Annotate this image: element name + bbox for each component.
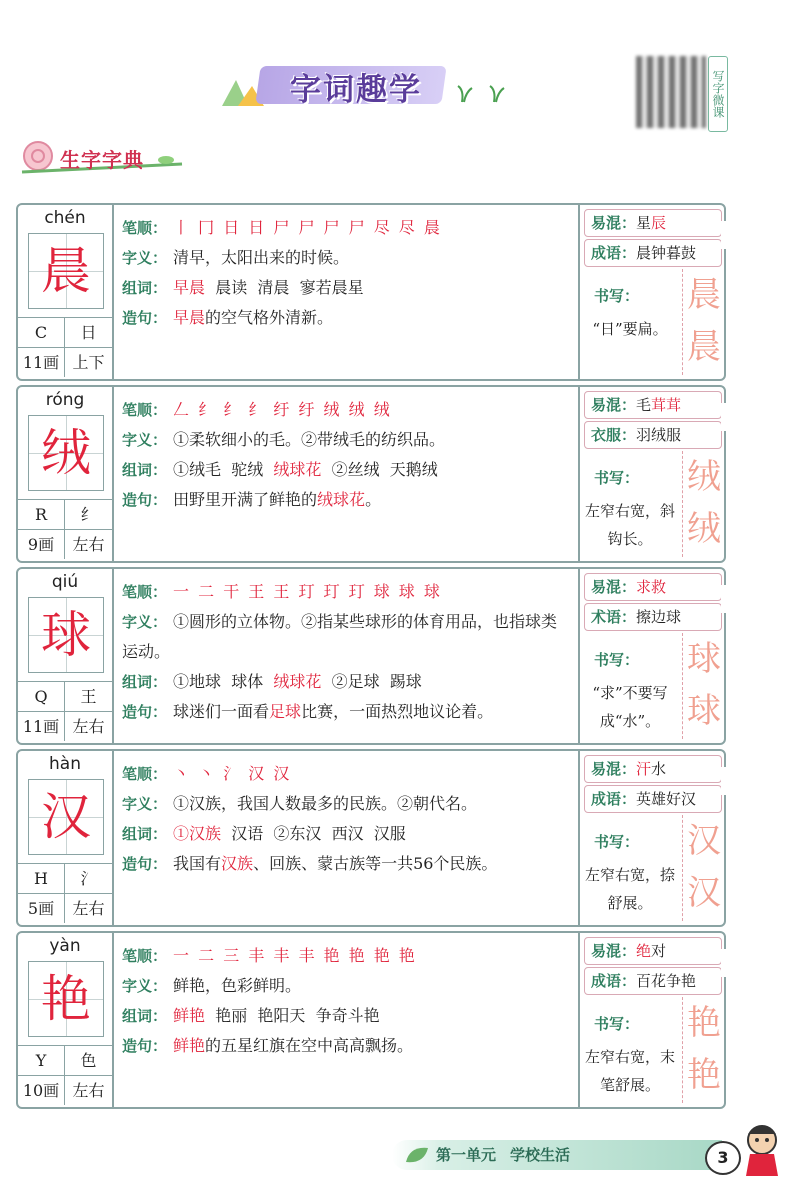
confusable-value: 毛 — [636, 396, 652, 414]
radical-initial: Q — [18, 682, 65, 711]
term-value: 擦边球 — [636, 608, 682, 626]
leaf-icon — [404, 1144, 430, 1166]
confusable-red: 茸茸 — [651, 396, 682, 414]
radical: 王 — [80, 687, 97, 706]
trace-char: 绒 — [687, 457, 721, 497]
big-char: 艳 — [41, 970, 91, 1028]
structure-row — [18, 347, 112, 377]
word-item: 艳丽 — [215, 1006, 248, 1025]
pinyin: hàn — [49, 754, 81, 774]
writing-note: 左窄右宽，斜钩长。 — [584, 502, 675, 548]
word-item: 球体 — [231, 672, 264, 691]
confusable-box: 易混：求救 — [584, 573, 722, 601]
sentence-text: 球迷们一面看 — [173, 702, 270, 721]
sentence-label: 造句 ： — [122, 491, 167, 509]
word-item: 艳阳天 — [257, 1006, 306, 1025]
sentence-text: 。 — [365, 490, 382, 509]
radical: 氵 — [80, 869, 97, 888]
confusable-label: 易混 — [591, 578, 622, 596]
radical-row — [18, 681, 112, 711]
qr-label: 写字微课 — [708, 56, 728, 132]
word-item: 争奇斗艳 — [315, 1006, 380, 1025]
unit-title: 学校生活 — [510, 1146, 571, 1164]
structure-row — [18, 1075, 112, 1105]
sentence-label: 造句 ： — [122, 703, 167, 721]
stroke-order: 一 二 三 丰 丰 丰 艳 艳 艳 艳 — [173, 946, 417, 965]
stroke-order: 一 二 干 王 王 玎 玎 玎 球 球 球 — [173, 582, 442, 601]
strokes-label: 笔顺 ： — [122, 947, 167, 965]
confusable-label: 易混 — [591, 760, 622, 778]
entry-rows — [122, 759, 582, 879]
stroke-count: 5画 — [18, 894, 65, 923]
radical-row — [18, 863, 112, 893]
char-entry-qiu — [16, 567, 726, 745]
trace-char: 球 — [687, 639, 721, 679]
words-label: 组词 ： — [122, 1007, 167, 1025]
confusable-red: 汗 — [636, 760, 652, 778]
words-label: 组词 ： — [122, 825, 167, 843]
strokes-label: 笔顺 ： — [122, 401, 167, 419]
radical-initial: R — [18, 500, 65, 529]
char-box — [18, 751, 114, 925]
qr-code[interactable] — [636, 56, 706, 128]
meaning-text: 鲜艳，色彩鲜明。 — [173, 976, 302, 995]
trace-char: 汉 — [687, 873, 721, 913]
term-label: 术语 — [591, 608, 622, 626]
sentence-text: 的空气格外清新。 — [205, 308, 334, 327]
meaning-label: 字义 ： — [122, 795, 167, 813]
writing-note: “求”不要写成“水”。 — [592, 684, 668, 730]
big-char: 汉 — [41, 788, 91, 846]
confusable-red: 求救 — [636, 578, 667, 596]
idiom-label: 成语 — [591, 790, 622, 808]
right-panel: 易混：星辰 成语：晨钟暮鼓 书写： “日”要扁。 晨 晨 — [578, 205, 726, 379]
idiom-box: 成语：百花争艳 — [584, 967, 722, 995]
stroke-count: 11画 — [18, 348, 65, 377]
confusable-red: 辰 — [651, 214, 667, 232]
meaning-text: ①汉族，我国人数最多的民族。②朝代名。 — [173, 794, 478, 813]
confusable-box: 易混：星辰 — [584, 209, 722, 237]
pinyin: róng — [45, 390, 85, 410]
stroke-order: 丶 丶 氵 汉 汉 — [173, 764, 292, 783]
word-item: ②丝绒 — [331, 460, 380, 479]
word-item: 绒球花 — [273, 672, 322, 691]
writing-label: 书写 — [594, 1015, 625, 1033]
meaning-text: ①圆形的立体物。②指某些球形的体育用品，也指球类运动。 — [122, 612, 558, 661]
char-box — [18, 569, 114, 743]
word-item: ②足球 — [331, 672, 380, 691]
stroke-count: 9画 — [18, 530, 65, 559]
trace-char: 汉 — [687, 821, 721, 861]
meaning-text: ①柔软细小的毛。②带绒毛的纺织品。 — [173, 430, 446, 449]
big-char: 球 — [41, 606, 91, 664]
trace-char: 绒 — [687, 509, 721, 549]
radical: 纟 — [80, 505, 97, 524]
confusable-label: 易混 — [591, 214, 622, 232]
footer-unit — [436, 1144, 584, 1165]
entry-rows — [122, 395, 582, 515]
sprout-icon — [454, 76, 516, 106]
pinyin: chén — [44, 208, 86, 228]
sentence-text: 的五星红旗在空中高高飘扬。 — [205, 1036, 414, 1055]
writing-label: 书写 — [594, 651, 625, 669]
word-item: 清晨 — [257, 278, 290, 297]
writing-label: 书写 — [594, 833, 625, 851]
trace-char: 艳 — [687, 1003, 721, 1043]
word-item: 踢球 — [389, 672, 422, 691]
confusable-label: 易混 — [591, 396, 622, 414]
radical-row — [18, 499, 112, 529]
sentence-highlight: 汉族 — [221, 854, 254, 873]
entry-rows — [122, 577, 582, 727]
word-item: 鲜艳 — [173, 1006, 206, 1025]
structure: 左右 — [72, 899, 105, 918]
word-item: 驼绒 — [231, 460, 264, 479]
word-item: ①绒毛 — [173, 460, 222, 479]
char-entry-han — [16, 749, 726, 927]
sentence-highlight: 早晨 — [173, 308, 206, 327]
word-item: 天鹅绒 — [389, 460, 438, 479]
trace-char: 晨 — [687, 275, 721, 315]
sentence-text: 田野里开满了鲜艳的 — [173, 490, 318, 509]
char-box — [18, 933, 114, 1107]
page-title: 字词趣学 — [290, 72, 422, 108]
idiom-value: 晨钟暮鼓 — [636, 244, 697, 262]
trace-char: 晨 — [687, 327, 721, 367]
meaning-text: 清早，太阳出来的时候。 — [173, 248, 350, 267]
entry-rows — [122, 941, 582, 1061]
radical: 色 — [80, 1051, 97, 1070]
confusable-box: 易混：汗水 — [584, 755, 722, 783]
structure: 左右 — [72, 1081, 105, 1100]
confusable-value: 星 — [636, 214, 652, 232]
word-item: 晨读 — [215, 278, 248, 297]
word-item: 寥若晨星 — [299, 278, 364, 297]
stroke-count: 10画 — [18, 1076, 65, 1105]
char-box — [18, 205, 114, 379]
idiom-value: 百花争艳 — [636, 972, 697, 990]
page-number: 3 — [705, 1141, 741, 1175]
word-item: 汉服 — [373, 824, 406, 843]
confusable-box: 易混：毛茸茸 — [584, 391, 722, 419]
char-entry-rong — [16, 385, 726, 563]
writing-note: “日”要扁。 — [592, 320, 668, 338]
words-label: 组词 ： — [122, 279, 167, 297]
right-panel: 易混：汗水 成语：英雄好汉 书写： 左窄右宽，捺舒展。 汉 汉 — [578, 751, 726, 925]
char-entry-chen — [16, 203, 726, 381]
trace-char: 球 — [687, 691, 721, 731]
word-item: 汉语 — [231, 824, 264, 843]
structure-row — [18, 529, 112, 559]
stroke-order: 𠃋 纟 纟 纟 纡 纡 绒 绒 绒 — [173, 400, 392, 419]
structure-row — [18, 893, 112, 923]
writing-note: 左窄右宽，末笔舒展。 — [584, 1048, 675, 1094]
structure: 上下 — [72, 353, 105, 372]
entry-rows — [122, 213, 582, 333]
meaning-label: 字义 ： — [122, 431, 167, 449]
radical-row — [18, 317, 112, 347]
right-panel: 易混：求救 术语：擦边球 书写： “求”不要写成“水”。 球 球 — [578, 569, 726, 743]
sentence-label: 造句 ： — [122, 1037, 167, 1055]
mascot-icon — [736, 1118, 788, 1178]
title-banner — [218, 62, 516, 108]
strokes-label: 笔顺 ： — [122, 219, 167, 237]
word-item: ①地球 — [173, 672, 222, 691]
word-item: ①汉族 — [173, 824, 222, 843]
idiom-box: 成语：晨钟暮鼓 — [584, 239, 722, 267]
term-box: 术语：擦边球 — [584, 603, 722, 631]
idiom-label: 成语 — [591, 972, 622, 990]
trace-char: 艳 — [687, 1055, 721, 1095]
word-item: 绒球花 — [273, 460, 322, 479]
radical-row — [18, 1045, 112, 1075]
radical-initial: Y — [18, 1046, 65, 1075]
word-item: 西汉 — [331, 824, 364, 843]
word-item: 早晨 — [173, 278, 206, 297]
clothing-box: 衣服：羽绒服 — [584, 421, 722, 449]
words-label: 组词 ： — [122, 673, 167, 691]
meaning-label: 字义 ： — [122, 613, 167, 631]
radical: 日 — [80, 323, 97, 342]
sentence-text: 我国有 — [173, 854, 222, 873]
confusable-value: 水 — [651, 760, 667, 778]
idiom-box: 成语：英雄好汉 — [584, 785, 722, 813]
confusable-label: 易混 — [591, 942, 622, 960]
idiom-label: 成语 — [591, 244, 622, 262]
radical-initial: C — [18, 318, 65, 347]
structure: 左右 — [72, 535, 105, 554]
stroke-order: 丨 冂 日 日 尸 尸 尸 尸 尽 尽 晨 — [173, 218, 442, 237]
writing-note: 左窄右宽，捺舒展。 — [584, 866, 675, 912]
sentence-label: 造句 ： — [122, 309, 167, 327]
char-entry-yan — [16, 931, 726, 1109]
big-char: 晨 — [41, 242, 91, 300]
confusable-red: 绝 — [636, 942, 652, 960]
clothing-value: 羽绒服 — [636, 426, 682, 444]
sentence-label: 造句 ： — [122, 855, 167, 873]
big-char: 绒 — [41, 424, 91, 482]
sentence-text: 、回族、蒙古族等一共56个民族。 — [253, 854, 498, 873]
strokes-label: 笔顺 ： — [122, 583, 167, 601]
section-title: 生字字典 — [60, 148, 144, 172]
meaning-label: 字义 ： — [122, 249, 167, 267]
clothing-label: 衣服 — [591, 426, 622, 444]
sentence-highlight: 足球 — [269, 702, 302, 721]
structure-row — [18, 711, 112, 741]
pinyin: qiú — [51, 572, 79, 592]
writing-label: 书写 — [594, 469, 625, 487]
words-label: 组词 ： — [122, 461, 167, 479]
unit-number: 第一单元 — [436, 1146, 497, 1164]
confusable-box: 易混：绝对 — [584, 937, 722, 965]
right-panel: 易混：毛茸茸 衣服：羽绒服 书写： 左窄右宽，斜钩长。 绒 绒 — [578, 387, 726, 561]
strokes-label: 笔顺 ： — [122, 765, 167, 783]
idiom-value: 英雄好汉 — [636, 790, 697, 808]
writing-label: 书写 — [594, 287, 625, 305]
radical-initial: H — [18, 864, 65, 893]
sentence-highlight: 鲜艳 — [173, 1036, 206, 1055]
meaning-label: 字义 ： — [122, 977, 167, 995]
structure: 左右 — [72, 717, 105, 736]
word-item: ②东汉 — [273, 824, 322, 843]
sentence-text: 比赛，一面热烈地议论着。 — [301, 702, 494, 721]
pinyin: yàn — [49, 936, 81, 956]
char-box — [18, 387, 114, 561]
sentence-highlight: 绒球花 — [317, 490, 366, 509]
confusable-value: 对 — [651, 942, 667, 960]
right-panel: 易混：绝对 成语：百花争艳 书写： 左窄右宽，末笔舒展。 艳 艳 — [578, 933, 726, 1107]
stroke-count: 11画 — [18, 712, 65, 741]
